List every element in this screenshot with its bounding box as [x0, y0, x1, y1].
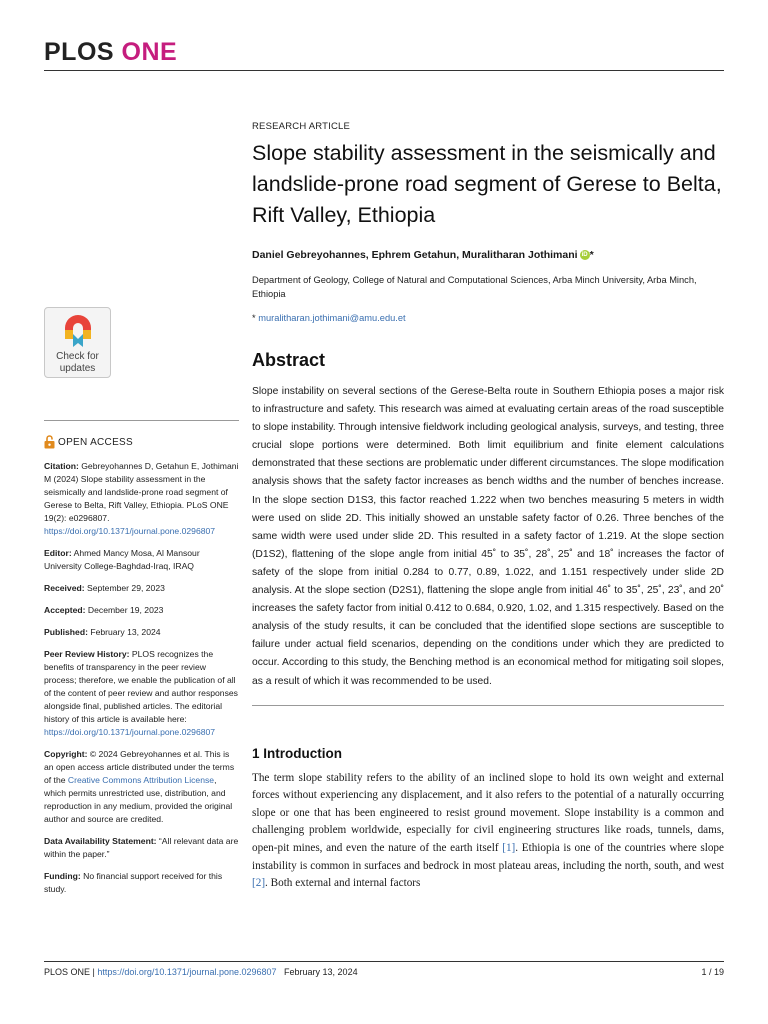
sidebar	[44, 307, 239, 894]
copyright-text-b: , which permits unrestricted use, distribution, and reproduction in any medium, provided the original author and source are credited.	[44, 775, 233, 824]
funding-text: No financial support received for this study.	[44, 871, 223, 894]
logo-plos: PLOS	[44, 38, 115, 66]
editor-label: Editor:	[44, 548, 72, 558]
copyright-block	[44, 748, 239, 826]
page-number: 1 / 19	[701, 967, 724, 977]
crossmark-icon	[62, 312, 94, 350]
editor-block	[44, 547, 239, 573]
intro-paragraph	[252, 770, 724, 893]
intro-text-c: . Both external and internal factors	[265, 877, 421, 890]
published-block	[44, 626, 239, 639]
check-for-updates-line2: updates	[59, 363, 96, 374]
peer-review-label: Peer Review History:	[44, 649, 130, 659]
header-divider	[44, 70, 724, 71]
accepted-label: Accepted:	[44, 605, 86, 615]
article-type: RESEARCH ARTICLE	[252, 121, 351, 132]
received-block	[44, 582, 239, 595]
footer-doi-link[interactable]: https://doi.org/10.1371/journal.pone.0296807	[97, 967, 277, 977]
abstract-heading: Abstract	[252, 350, 326, 370]
footer-journal: PLOS ONE |	[44, 967, 98, 977]
citation-block	[44, 460, 239, 538]
logo-one: ONE	[114, 38, 178, 66]
editor-text: Ahmed Mancy Mosa, Al Mansour University College-Baghdad-Iraq, IRAQ	[44, 548, 200, 571]
published-label: Published:	[44, 627, 88, 637]
data-availability-label: Data Availability Statement:	[44, 836, 157, 846]
abstract-divider	[252, 705, 724, 706]
journal-header	[44, 40, 177, 65]
reference-link-2[interactable]: [2]	[252, 877, 266, 890]
abstract-text: Slope instability on several sections of the Gerese-Belta route in Southern Ethiopia poses a major risk to infrastructure and safety. This research was aimed at evaluating certain areas of the road susceptible to slope instability. Through intensive fieldwork including geological analysis, surveys, and testing, three crucial slope portions were determined. Both limit equilibrium and finite element calculations demonstrated that these sections are problematic under different circumstances. The slope modification analysis shows that the safety factor increases as bench widths and the number of benches increase. In the slope section D1S3, this factor reached 1.222 when two benches measuring 5 meters in width were used on slide 2D. This initially showed an unstable safety factor of 0.26. Three benches of the same width were used under slide 2D. This resulted in a safety factor of 1.219. At the slope section (D1S2), flattening of the slope angle from initial 45˚ to 35˚, 28˚, 25˚ and 18˚ increases the factor of safety of the slope from initial 0.284 to 0.77, 0.89, 1.022, and 1.151 respectively under slide 2D analysis. At the slope section (D2S1), flattening the slope angle from initial 46˚ to 35˚, 25˚, 23˚, and 20˚ increases the safety factor from initial 0.412 to 0.684, 0.920, 1.02, and 1.315 respectively. Based on the analysis of the study results, it can be concluded that the identified slope sections are susceptible to failure under actual field scenarios, depending on the conditions under which they are predicted to occur. According to this study, the Benching method is an economical method for mitigating soil slopes, as a result of which it was recommended to be used.	[252, 386, 724, 687]
page-footer	[44, 967, 724, 977]
peer-review-doi-link[interactable]: https://doi.org/10.1371/journal.pone.0296807	[44, 727, 216, 737]
intro-text-b: . Ethiopia is one of the countries where slope instability is common in surfaces and bedrock in most plateau areas, including the north, south, and west	[252, 841, 724, 872]
email-link[interactable]: muralitharan.jothimani@amu.edu.et	[258, 313, 406, 323]
copyright-text-a: © 2024 Gebreyohannes et al. This is an open access article distributed under the terms of the	[44, 749, 235, 785]
reference-link-1[interactable]: [1]	[502, 841, 516, 854]
check-for-updates-badge[interactable]	[44, 307, 111, 378]
article-title: Slope stability assessment in the seismically and landslide-prone road segment of Gerese to Belta, Rift Valley, Ethiopia	[252, 141, 722, 227]
license-link[interactable]: Creative Commons Attribution License	[67, 775, 215, 785]
peer-review-block	[44, 648, 239, 739]
footer-date: February 13, 2024	[284, 967, 358, 977]
footer-left	[44, 967, 358, 977]
authors-text: Daniel Gebreyohannes, Ephrem Getahun, Muralitharan Jothimani	[252, 249, 578, 261]
citation-doi-link[interactable]: https://doi.org/10.1371/journal.pone.0296807	[44, 526, 216, 536]
intro-heading: 1 Introduction	[252, 745, 342, 761]
received-label: Received:	[44, 583, 85, 593]
article-metadata	[44, 460, 239, 905]
published-date: February 13, 2024	[87, 627, 161, 637]
received-date: September 29, 2023	[84, 583, 165, 593]
article-main	[252, 121, 724, 893]
open-access-label	[44, 435, 133, 449]
footer-divider	[44, 961, 724, 962]
plos-one-logo[interactable]	[44, 40, 177, 65]
orcid-icon[interactable]: iD	[581, 252, 588, 258]
accepted-date: December 19, 2023	[85, 605, 164, 615]
citation-text: Gebreyohannes D, Getahun E, Jothimani M (2024) Slope stability assessment in the seismically and landslide-prone road segment of Gerese to Belta, Rift Valley, Ethiopia. PLoS ONE 19(2): e0296807.	[44, 461, 239, 523]
citation-label: Citation:	[44, 461, 79, 471]
accepted-block	[44, 604, 239, 617]
email-mark: *	[252, 313, 259, 323]
intro-text-a: The term slope stability refers to the ability of an inclined slope to hold its own weight and external forces without experiencing any displacement, and it also refers to the potential of a naturally occurring slope or one that has been engineered to resist ground movement. Slope instability is a common and challenging problem worldwide, especially for civil engineering structures like roads, tunnels, dams, open-pit mines, and even the nature of the earth itself	[252, 771, 724, 854]
peer-review-text: PLOS recognizes the benefits of transparency in the peer review process; therefore, we enable the publication of all of the content of peer review and author responses alongside final, published articles. The editorial history of this article is available here:	[44, 649, 238, 724]
copyright-label: Copyright:	[44, 749, 88, 759]
author-list	[252, 249, 724, 261]
open-access-text: OPEN ACCESS	[58, 436, 133, 448]
sidebar-divider	[44, 420, 239, 421]
corresponding-email	[252, 313, 724, 323]
corresponding-mark: *	[589, 249, 594, 261]
check-for-updates-line1: Check for	[56, 351, 99, 362]
funding-label: Funding:	[44, 871, 81, 881]
affiliation: Department of Geology, College of Natural and Computational Sciences, Arba Minch University, Arba Minch, Ethiopia	[252, 275, 697, 299]
open-lock-icon	[44, 435, 55, 449]
data-availability-block	[44, 835, 239, 861]
data-availability-text: “All relevant data are within the paper.”	[44, 836, 239, 859]
funding-block	[44, 870, 239, 896]
